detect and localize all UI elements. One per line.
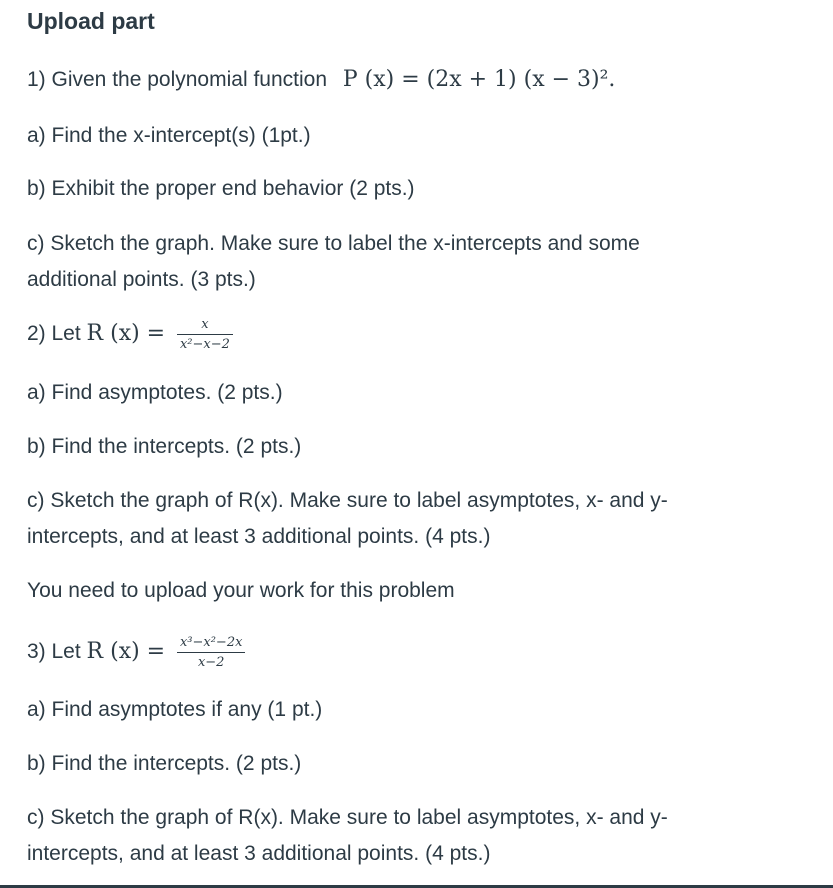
- question-3-denominator: x−2: [197, 654, 225, 670]
- question-3a: a) Find asymptotes if any (1 pt.): [27, 698, 323, 721]
- question-1c-line2: additional points. (3 pts.): [27, 268, 256, 291]
- question-2-fraction: [177, 317, 233, 352]
- question-3-lhs: R (x) =: [86, 639, 166, 664]
- question-2-numerator: x: [177, 317, 233, 335]
- question-3-numerator: x³−x²−2x: [177, 635, 245, 653]
- question-3-text: 3) Let: [27, 640, 81, 663]
- page-heading: Upload part: [27, 8, 155, 34]
- question-1c-line1: c) Sketch the graph. Make sure to label the x-intercepts and some: [27, 232, 640, 255]
- question-1: [27, 62, 615, 98]
- question-1-text: 1) Given the polynomial function: [27, 68, 327, 91]
- question-3: [27, 634, 245, 670]
- question-2-denominator: x²−x−2: [179, 336, 230, 352]
- question-2b: b) Find the intercepts. (2 pts.): [27, 435, 302, 458]
- question-1b: b) Exhibit the proper end behavior (2 pts.): [27, 177, 415, 200]
- question-2c-line2: intercepts, and at least 3 additional points. (4 pts.): [27, 525, 491, 548]
- question-3c-line2: intercepts, and at least 3 additional points. (4 pts.): [27, 842, 491, 865]
- question-1-formula: P (x) = (2x + 1) (x − 3)².: [342, 67, 616, 92]
- question-2: [27, 316, 233, 352]
- question-2-lhs: R (x) =: [86, 321, 166, 346]
- question-2c-line1: c) Sketch the graph of R(x). Make sure to label asymptotes, x- and y-: [27, 489, 668, 512]
- question-2a: a) Find asymptotes. (2 pts.): [27, 381, 283, 404]
- question-2-text: 2) Let: [27, 322, 81, 345]
- question-3-fraction: [177, 635, 245, 670]
- question-1a: a) Find the x-intercept(s) (1pt.): [27, 124, 311, 147]
- question-3b: b) Find the intercepts. (2 pts.): [27, 752, 302, 775]
- question-3c-line1: c) Sketch the graph of R(x). Make sure to label asymptotes, x- and y-: [27, 806, 668, 829]
- upload-note: You need to upload your work for this problem: [27, 579, 455, 602]
